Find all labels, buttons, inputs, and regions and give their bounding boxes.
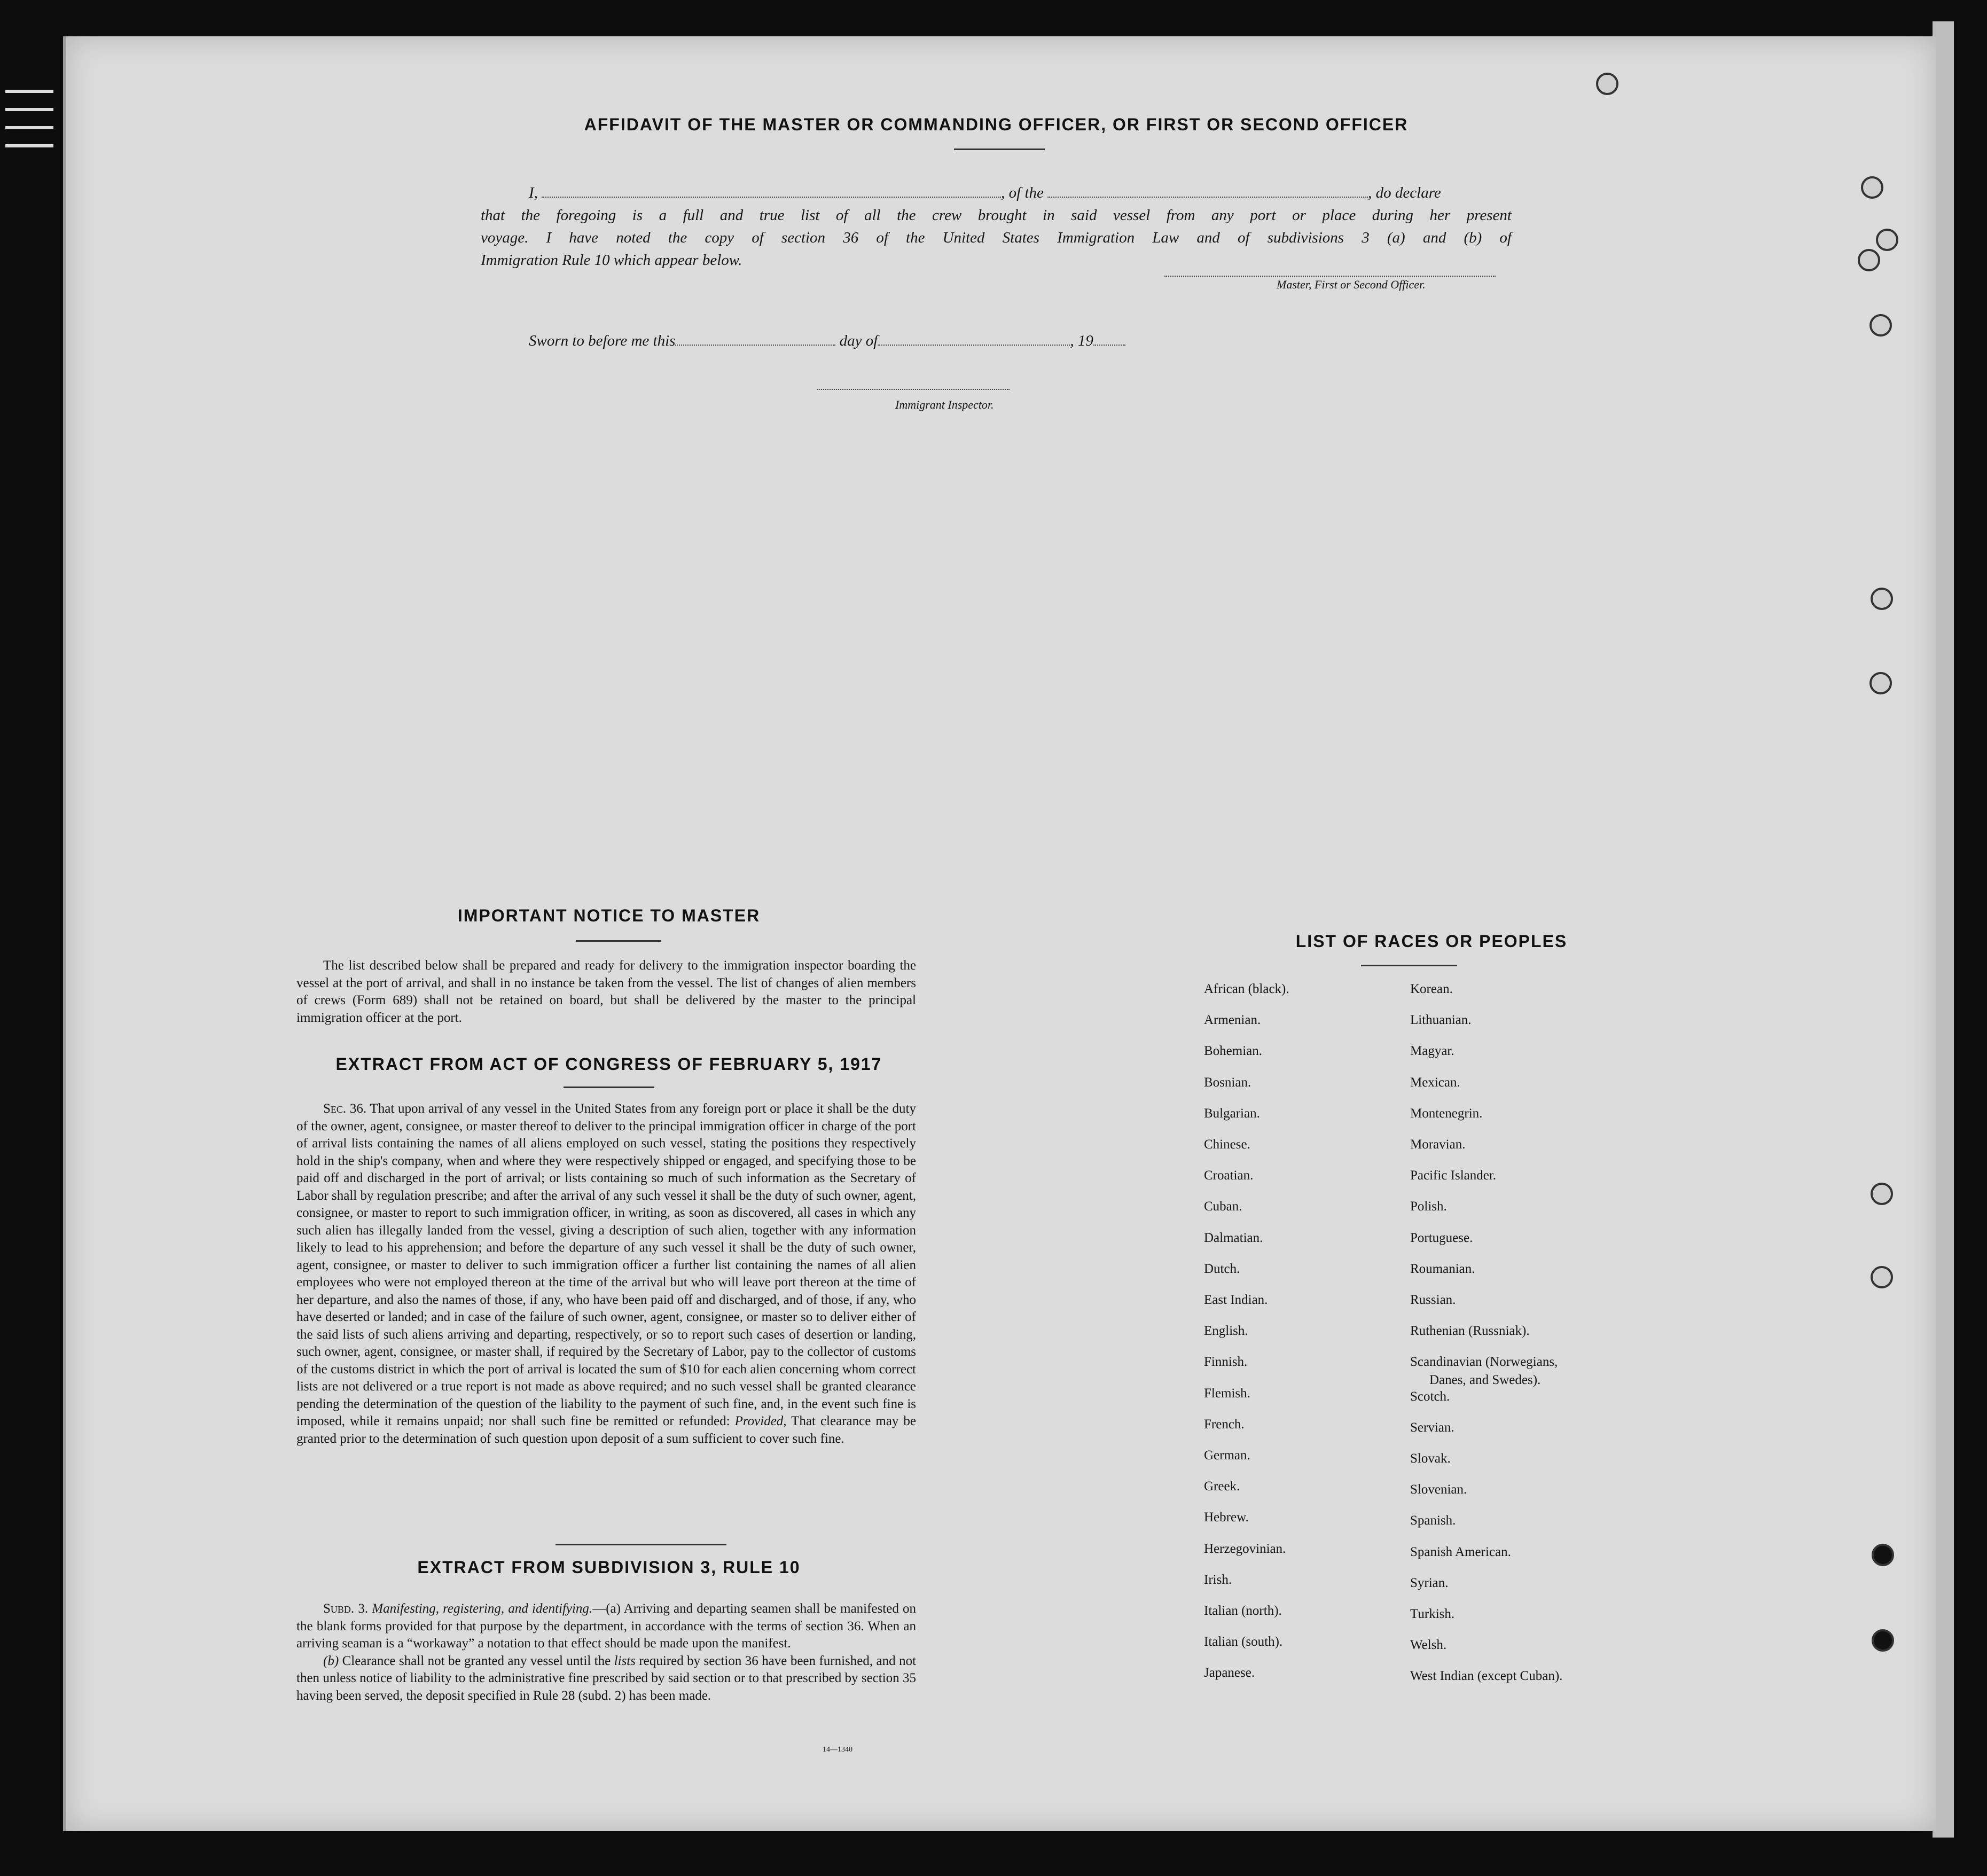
race-item: Mexican. [1410, 1075, 1460, 1090]
race-item: Cuban. [1204, 1199, 1242, 1214]
year-prefix: , 19 [1070, 332, 1093, 349]
race-item: Dutch. [1204, 1261, 1240, 1276]
race-item: Turkish. [1410, 1607, 1455, 1621]
race-item: Hebrew. [1204, 1510, 1249, 1525]
act-extract-heading-rule [564, 1086, 654, 1088]
subd-label: Subd. 3. [323, 1601, 369, 1616]
sworn-month-blank-field[interactable] [878, 345, 1070, 346]
signature-blank-field[interactable] [1164, 276, 1496, 277]
race-item: Chinese. [1204, 1137, 1250, 1152]
race-item: Bosnian. [1204, 1075, 1251, 1090]
race-item: Finnish. [1204, 1355, 1248, 1370]
affidavit-heading: AFFIDAVIT OF THE MASTER OR COMMANDING OFFICER, OR FIRST OR SECOND OFFICER [584, 115, 1409, 134]
affidavit-line-2: voyage. I have noted the copy of section 36 of the United States Immigration Law and of subdivisions 3 (a) and (b) of [481, 229, 1512, 246]
notice-paragraph [296, 957, 916, 1027]
race-item: Croatian. [1204, 1168, 1254, 1183]
punch-hole-icon [1861, 176, 1883, 199]
race-item: Ruthenian (Russniak). [1410, 1324, 1530, 1339]
race-item: Polish. [1410, 1199, 1447, 1214]
page-edge-shadow [1933, 21, 1954, 1838]
race-item: African (black). [1204, 982, 1289, 996]
act-extract-heading: EXTRACT FROM ACT OF CONGRESS OF FEBRUARY 5, 1917 [335, 1054, 882, 1074]
punch-hole-icon [1871, 588, 1893, 610]
act-extract-text: That upon arrival of any vessel in the United States from any foreign port or place it shall be the duty of the owner, agent, consignee, or master thereof to deliver to the principal immigration officer in charge of the port of arrival lists containing the names of all aliens employed on such vessel, stating the positions they respectively hold in the ship's company, when and where they were respectively shipped or engaged, and specifying those to be paid off and discharged in the port of arrival; or lists containing so much of such information as the Secretary of Labor shall by regulation prescribe; and after the arrival of any such vessel it shall be the duty of such owner, agent, consignee, or master to report to such immigration officer, in writing, as soon as discovered, all cases in which any such alien has illegally landed from the vessel, giving a description of such alien, together with any information likely to lead to his apprehension; and before the departure of any such vessel it shall be the duty of such owner, agent, consignee, or master to deliver to such immigration officer a further list containing the names of all alien employees who were not employed thereon at the time of the arrival but who will leave port thereon at the time of her departure, and also the names of those, if any, who have been paid off and discharged, and of those, if any, who have deserted or landed; and in case of the failure of such owner, agent, consignee, or master so to deliver either of the said lists of such aliens arriving and departing, respectively, or so to report such cases of desertion or landing, such owner, agent, consignee, or master shall, if required by the Secretary of Labor, pay to the collector of customs of the customs district in which the port of arrival is located the sum of $10 for each alien concerning whom correct lists are not delivered or a true report is not made as above required; and no such vessel shall be granted clearance pending the determination of the question of the liability to the payment of such fine, and, in the event such fine is imposed, while it remains unpaid; nor shall such fine be remitted or refunded: [296, 1101, 916, 1428]
notice-text: The list described below shall be prepared and ready for delivery to the immigration inspector boarding the vessel at the port of arrival, and shall in no instance be taken from the vessel. The list of changes of alien members of crews (Form 689) shall not be retained on board, but shall be delivered by the master to the principal immigration officer at the port. [296, 958, 916, 1025]
race-item: Servian. [1410, 1420, 1454, 1435]
race-item: Herzegovinian. [1204, 1541, 1286, 1556]
race-item: West Indian (except Cuban). [1410, 1669, 1563, 1684]
name-blank-field[interactable] [542, 197, 1001, 198]
race-item: Scotch. [1410, 1389, 1450, 1404]
race-item: Montenegrin. [1410, 1106, 1483, 1121]
race-item: Flemish. [1204, 1386, 1250, 1401]
vessel-blank-field[interactable] [1047, 197, 1368, 198]
affidavit-of-the: , of the [1001, 184, 1044, 201]
race-item: Scandinavian (Norwegians, [1410, 1355, 1558, 1370]
sworn-text: Sworn to before me this [529, 332, 676, 349]
rule-extract-paragraph [296, 1600, 916, 1705]
race-item: Armenian. [1204, 1013, 1261, 1028]
race-item: Portuguese. [1410, 1230, 1473, 1245]
race-item: German. [1204, 1448, 1250, 1463]
race-item: Italian (north). [1204, 1604, 1282, 1618]
form-number: 14—1340 [823, 1746, 852, 1754]
affidavit-line-1: that the foregoing is a full and true list of all the crew brought in said vessel from any port or place during her present [481, 207, 1512, 224]
race-item: Spanish. [1410, 1513, 1456, 1528]
affidavit-heading-rule [954, 148, 1045, 150]
race-item: French. [1204, 1417, 1245, 1432]
race-item: Bohemian. [1204, 1044, 1263, 1059]
punch-hole-icon [1871, 1183, 1893, 1205]
race-item: Spanish American. [1410, 1544, 1511, 1559]
rule-extract-heading: EXTRACT FROM SUBDIVISION 3, RULE 10 [417, 1558, 801, 1577]
act-extract-paragraph [296, 1100, 916, 1448]
sworn-line [529, 332, 1125, 350]
race-item: Moravian. [1410, 1137, 1466, 1152]
edge-marks [0, 75, 63, 203]
inspector-label: Immigrant Inspector. [895, 398, 994, 411]
races-heading-rule [1361, 965, 1457, 966]
race-item: Slovenian. [1410, 1482, 1467, 1497]
race-item: Dalmatian. [1204, 1230, 1263, 1245]
inspector-blank-field[interactable] [817, 389, 1010, 390]
races-right-continuation: Danes, and Swedes). [1429, 1373, 1541, 1387]
race-item: Korean. [1410, 982, 1453, 996]
races-heading: LIST OF RACES OR PEOPLES [1295, 932, 1568, 951]
race-item: Syrian. [1410, 1575, 1449, 1590]
punch-hole-icon [1872, 1629, 1894, 1652]
subd-title: Manifesting, registering, and identifying. [372, 1601, 593, 1616]
day-of-text: day of [839, 332, 878, 349]
para-b-text-1: Clearance shall not be granted any vessel until the [342, 1653, 611, 1668]
punch-hole-icon [1858, 249, 1880, 271]
race-item: Irish. [1204, 1572, 1232, 1587]
para-a-text: Arriving and departing seamen shall be manifested on the blank forms provided for that purpose by the department, in accordance with the terms of section 36. When an arriving seaman is a “workaway” a notation to that effect should be made upon the manifest. [296, 1601, 916, 1651]
affidavit-i: I, [529, 184, 538, 201]
race-item: Lithuanian. [1410, 1013, 1472, 1028]
punch-hole-icon [1596, 73, 1618, 95]
rule-extract-top-rule [556, 1544, 726, 1545]
punch-hole-icon [1869, 314, 1892, 337]
provided-word: Provided, [734, 1414, 787, 1428]
sworn-day-blank-field[interactable] [675, 345, 835, 346]
punch-hole-icon [1871, 1266, 1893, 1288]
affidavit-do-declare: , do declare [1368, 184, 1441, 201]
race-item: East Indian. [1204, 1293, 1268, 1307]
sworn-year-blank-field[interactable] [1093, 345, 1125, 346]
race-item: Welsh. [1410, 1638, 1447, 1653]
affidavit-body [481, 182, 1512, 271]
signature-label: Master, First or Second Officer. [1277, 278, 1426, 291]
para-b-label: (b) [323, 1653, 339, 1668]
race-item: Greek. [1204, 1479, 1240, 1494]
race-item: Pacific Islander. [1410, 1168, 1497, 1183]
race-item: Magyar. [1410, 1044, 1454, 1059]
punch-hole-icon [1872, 1544, 1894, 1566]
para-b-lists: lists [614, 1653, 636, 1668]
act-extract-text-end: That clearance may be granted prior to the determination of such question upon deposit of a sum sufficient to cover such fine. [296, 1414, 916, 1446]
para-a-label: —(a) [592, 1601, 621, 1616]
punch-hole-icon [1869, 672, 1892, 694]
race-item: Italian (south). [1204, 1635, 1283, 1650]
race-item: Bulgarian. [1204, 1106, 1260, 1121]
race-item: Russian. [1410, 1293, 1456, 1307]
race-item: Japanese. [1204, 1666, 1255, 1680]
para-b-text-2: required by section 36 have been furnished, and not then unless notice of liability to the administrative fine prescribed by said section or to that prescribed by section 35 having been served, the deposit specified in Rule 28 (subd. 2) has been made. [296, 1653, 917, 1703]
punch-hole-icon [1876, 229, 1898, 251]
notice-heading: IMPORTANT NOTICE TO MASTER [457, 906, 761, 925]
race-item: Slovak. [1410, 1451, 1451, 1466]
notice-heading-rule [576, 940, 661, 942]
sec-label: Sec. 36. [323, 1101, 367, 1116]
affidavit-line-3: Immigration Rule 10 which appear below. [481, 252, 742, 269]
race-item: English. [1204, 1324, 1248, 1339]
race-item: Roumanian. [1410, 1261, 1475, 1276]
